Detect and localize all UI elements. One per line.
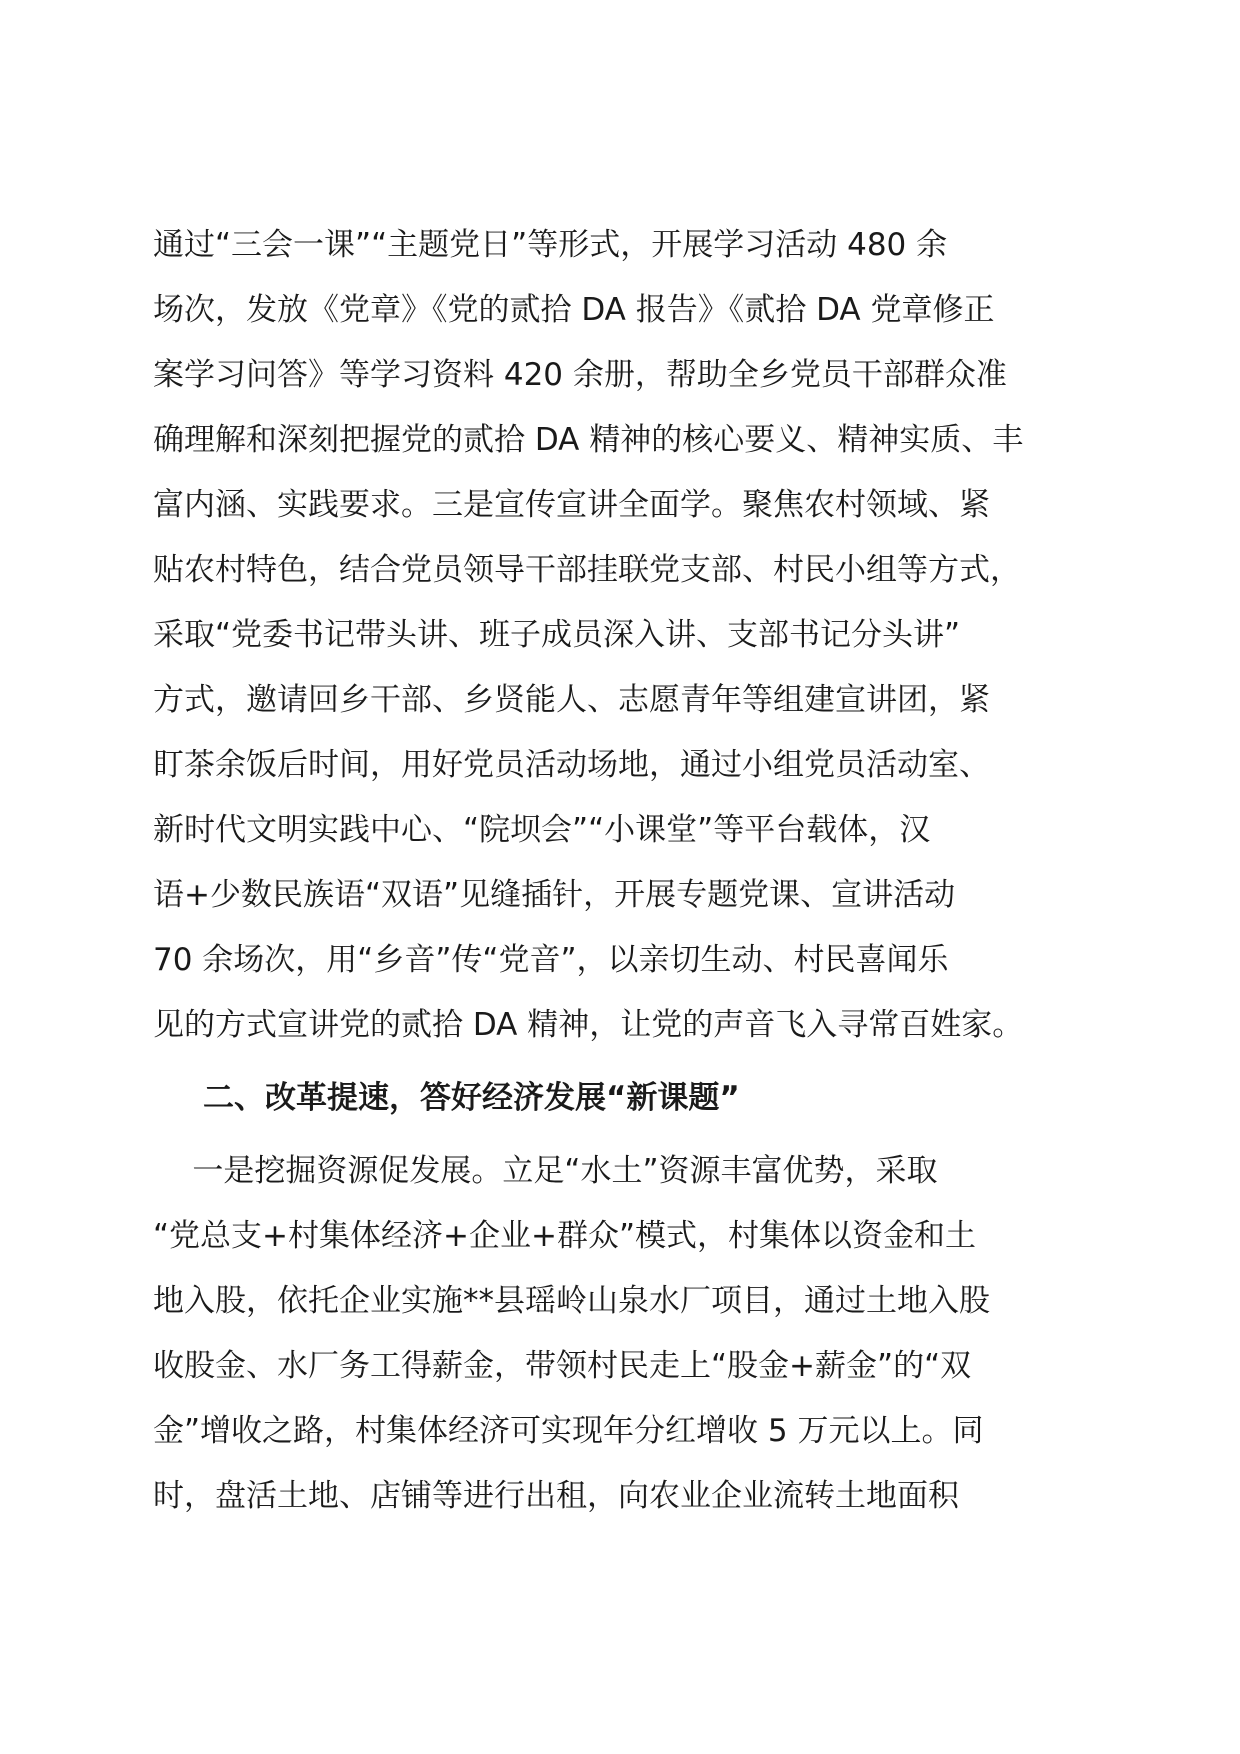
text-line: 收股金、水厂务工得薪金，带领村民走上“股金+薪金”的“双 [153,1348,972,1384]
text-line: 新时代文明实践中心、“院坝会”“小课堂”等平台载体，汉 [153,812,931,848]
text-line: 场次，发放《党章》《党的贰拾 DA 报告》《贰拾 DA 党章修正 [153,292,995,328]
text-line: 采取“党委书记带头讲、班子成员深入讲、支部书记分头讲” [153,617,961,653]
document-body [153,213,1113,1529]
section-heading: 二、改革提速，答好经济发展“新课题” [203,1080,740,1116]
text-line: 确理解和深刻把握党的贰拾 DA 精神的核心要义、精神实质、丰 [153,422,1024,458]
text-line: 地入股，依托企业实施**县瑶岭山泉水厂项目，通过土地入股 [153,1283,990,1319]
text-line: “党总支+村集体经济+企业+群众”模式，村集体以资金和土 [153,1218,977,1254]
text-line: 一是挖掘资源促发展。立足“水土”资源丰富优势，采取 [153,1153,938,1189]
text-line: 盯茶余饭后时间，用好党员活动场地，通过小组党员活动室、 [153,747,990,783]
text-line: 贴农村特色，结合党员领导干部挂联党支部、村民小组等方式， [153,552,1021,588]
paragraph-2 [153,1139,1113,1529]
text-line: 方式，邀请回乡干部、乡贤能人、志愿青年等组建宣讲团，紧 [153,682,990,718]
text-line: 语+少数民族语“双语”见缝插针，开展专题党课、宣讲活动 [153,877,956,913]
text-line: 通过“三会一课”“主题党日”等形式，开展学习活动 480 余 [153,227,948,263]
paragraph-1 [153,213,1113,1058]
text-line: 时，盘活土地、店铺等进行出租，向农业企业流转土地面积 [153,1478,959,1514]
text-line: 金”增收之路，村集体经济可实现年分红增收 5 万元以上。同 [153,1413,984,1449]
text-line: 见的方式宣讲党的贰拾 DA 精神，让党的声音飞入寻常百姓家。 [153,1007,1024,1043]
text-line: 案学习问答》等学习资料 420 余册，帮助全乡党员干部群众准 [153,357,1007,393]
text-line: 70 余场次，用“乡音”传“党音”，以亲切生动、村民喜闻乐 [153,942,949,978]
text-line: 富内涵、实践要求。三是宣传宣讲全面学。聚焦农村领域、紧 [153,487,990,523]
